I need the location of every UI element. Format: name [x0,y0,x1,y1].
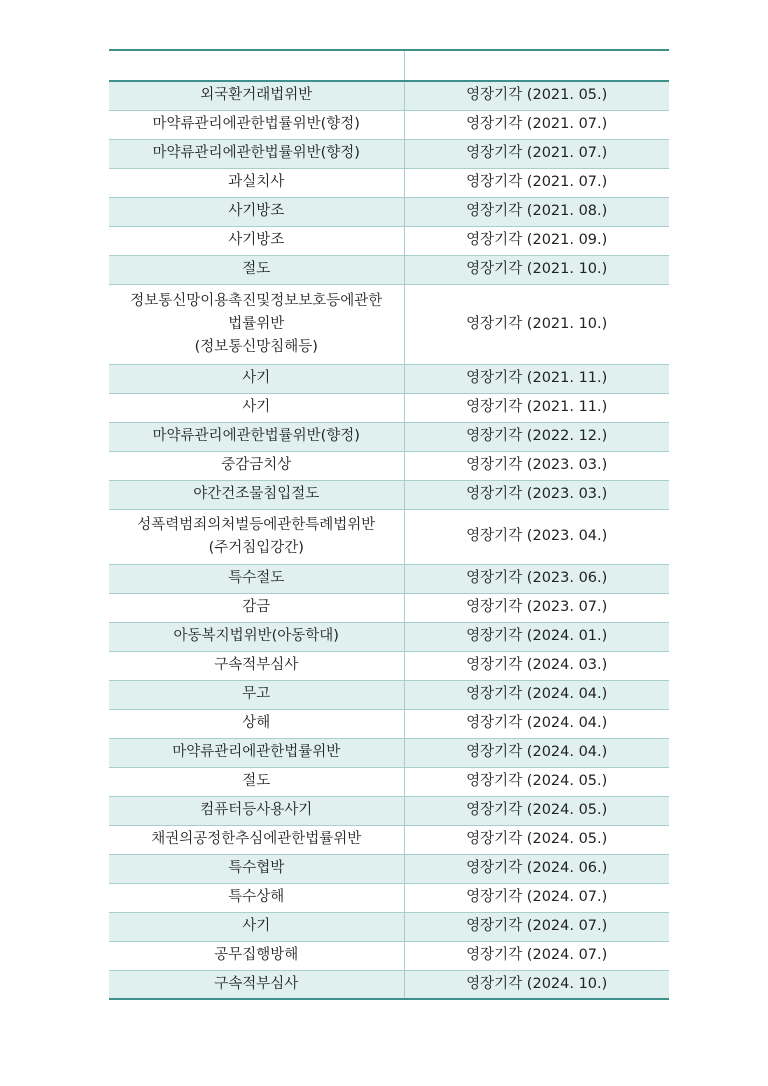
charge-cell: 중감금치상 [109,451,404,480]
charge-cell: 마약류관리에관한법률위반(향정) [109,110,404,139]
charge-cell: 무고 [109,680,404,709]
charge-cell: 마약류관리에관한법률위반(향정) [109,422,404,451]
result-cell: 영장기각 (2023. 04.) [404,509,669,564]
table-body [109,81,669,999]
result-cell: 영장기각 (2023. 06.) [404,564,669,593]
result-cell: 영장기각 (2022. 12.) [404,422,669,451]
table-row [109,854,669,883]
table-row [109,110,669,139]
charge-cell: 야간건조물침입절도 [109,480,404,509]
header-cell-charge [109,50,404,81]
table-row [109,941,669,970]
result-cell: 영장기각 (2021. 10.) [404,284,669,364]
result-cell: 영장기각 (2024. 03.) [404,651,669,680]
table-row [109,197,669,226]
charge-cell: 마약류관리에관한법률위반 [109,738,404,767]
table-row [109,509,669,564]
table-row [109,255,669,284]
table-row [109,709,669,738]
charge-cell: 구속적부심사 [109,651,404,680]
table-row [109,226,669,255]
table-row [109,680,669,709]
charge-cell: 감금 [109,593,404,622]
result-cell: 영장기각 (2024. 01.) [404,622,669,651]
charge-cell: 마약류관리에관한법률위반(향정) [109,139,404,168]
charge-cell: 아동복지법위반(아동학대) [109,622,404,651]
table-row [109,825,669,854]
result-cell: 영장기각 (2024. 06.) [404,854,669,883]
result-cell: 영장기각 (2021. 05.) [404,81,669,110]
case-table-container [109,49,669,1000]
table-row [109,738,669,767]
result-cell: 영장기각 (2024. 04.) [404,738,669,767]
result-cell: 영장기각 (2024. 05.) [404,796,669,825]
charge-cell: 사기 [109,912,404,941]
charge-cell: 구속적부심사 [109,970,404,999]
result-cell: 영장기각 (2021. 07.) [404,168,669,197]
table-row [109,970,669,999]
charge-cell: 사기방조 [109,197,404,226]
result-cell: 영장기각 (2024. 04.) [404,680,669,709]
table-row [109,912,669,941]
charge-cell: 정보통신망이용촉진및정보보호등에관한 법률위반 (정보통신망침해등) [109,284,404,364]
case-table [109,49,669,1000]
result-cell: 영장기각 (2024. 07.) [404,941,669,970]
table-row [109,393,669,422]
result-cell: 영장기각 (2024. 05.) [404,767,669,796]
table-row [109,451,669,480]
result-cell: 영장기각 (2023. 07.) [404,593,669,622]
charge-cell: 사기 [109,393,404,422]
charge-cell: 특수상해 [109,883,404,912]
charge-cell: 절도 [109,767,404,796]
charge-cell: 절도 [109,255,404,284]
result-cell: 영장기각 (2023. 03.) [404,451,669,480]
result-cell: 영장기각 (2021. 11.) [404,393,669,422]
charge-cell: 특수절도 [109,564,404,593]
header-cell-result [404,50,669,81]
result-cell: 영장기각 (2021. 11.) [404,364,669,393]
table-row [109,651,669,680]
table-row [109,480,669,509]
charge-cell: 상해 [109,709,404,738]
table-row [109,767,669,796]
table-row [109,168,669,197]
result-cell: 영장기각 (2021. 07.) [404,139,669,168]
result-cell: 영장기각 (2021. 10.) [404,255,669,284]
table-header-row [109,50,669,81]
table-row [109,593,669,622]
table-row [109,564,669,593]
table-row [109,139,669,168]
charge-cell: 특수협박 [109,854,404,883]
charge-cell: 공무집행방해 [109,941,404,970]
result-cell: 영장기각 (2024. 04.) [404,709,669,738]
table-row [109,422,669,451]
charge-cell: 과실치사 [109,168,404,197]
result-cell: 영장기각 (2024. 05.) [404,825,669,854]
result-cell: 영장기각 (2023. 03.) [404,480,669,509]
result-cell: 영장기각 (2024. 10.) [404,970,669,999]
result-cell: 영장기각 (2021. 09.) [404,226,669,255]
charge-cell: 성폭력범죄의처벌등에관한특례법위반 (주거침입강간) [109,509,404,564]
charge-cell: 외국환거래법위반 [109,81,404,110]
charge-cell: 채권의공정한추심에관한법률위반 [109,825,404,854]
result-cell: 영장기각 (2021. 08.) [404,197,669,226]
charge-cell: 사기방조 [109,226,404,255]
result-cell: 영장기각 (2021. 07.) [404,110,669,139]
charge-cell: 사기 [109,364,404,393]
table-row [109,883,669,912]
table-row [109,622,669,651]
table-row [109,284,669,364]
result-cell: 영장기각 (2024. 07.) [404,912,669,941]
table-row [109,81,669,110]
result-cell: 영장기각 (2024. 07.) [404,883,669,912]
table-row [109,796,669,825]
table-row [109,364,669,393]
charge-cell: 컴퓨터등사용사기 [109,796,404,825]
